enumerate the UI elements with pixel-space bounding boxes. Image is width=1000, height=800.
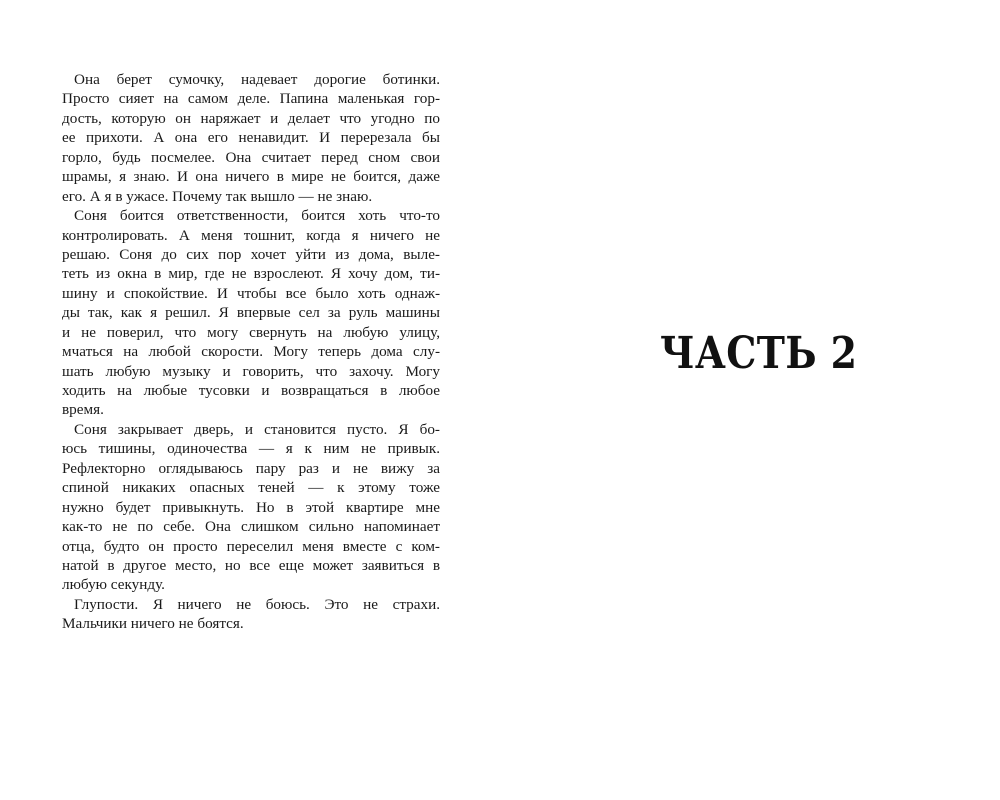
paragraph bbox=[62, 595, 440, 634]
text-line: решаю. Соня до сих пор хочет уйти из дома, выле- bbox=[62, 245, 440, 263]
text-line: Соня закрывает дверь, и становится пусто. Я бо- bbox=[74, 420, 440, 438]
text-line: нужно будет привыкнуть. Но в этой квартире мне bbox=[62, 498, 440, 516]
text-line: как-то не по себе. Она слишком сильно напоминает bbox=[62, 518, 440, 536]
text-line: ходить на любые тусовки и возвращаться в любое bbox=[62, 382, 440, 399]
text-line: Глупости. Я ничего не боюсь. Это не страхи. bbox=[74, 595, 440, 613]
text-line: натой в другое место, но все еще может заявиться в bbox=[62, 556, 440, 574]
text-line: Она берет сумочку, надевает дорогие ботинки. bbox=[74, 71, 440, 88]
text-line: любую секунду. bbox=[62, 576, 165, 594]
paragraph bbox=[62, 206, 440, 420]
text-line: время. bbox=[62, 401, 104, 419]
text-line: шрамы, я знаю. И она ничего в мире не боится, даже bbox=[62, 168, 440, 186]
text-line: шину и спокойствие. И чтобы все было хоть однаж- bbox=[62, 284, 440, 302]
text-line: горло, будь посмелее. Она считает перед сном свои bbox=[62, 148, 440, 166]
text-line: Мальчики ничего не боятся. bbox=[62, 615, 244, 633]
text-line: отца, будто он просто переселил меня вместе с ком- bbox=[62, 537, 440, 555]
text-line: ее прихоти. А она его ненавидит. И перерезала бы bbox=[62, 129, 440, 147]
text-line: мчаться на любой скорости. Могу теперь дома слу- bbox=[62, 343, 440, 361]
text-line: Рефлекторно оглядываюсь пару раз и не вижу за bbox=[62, 459, 440, 477]
right-page bbox=[500, 0, 1000, 800]
paragraph bbox=[62, 420, 440, 595]
text-line: дость, которую он наряжает и делает что угодно по bbox=[62, 109, 440, 127]
text-line: Просто сияет на самом деле. Папина маленькая гор- bbox=[62, 90, 440, 108]
text-line: и не поверил, что могу свернуть на любую улицу, bbox=[62, 323, 440, 341]
text-line: Соня боится ответственности, боится хоть что-то bbox=[74, 207, 440, 225]
text-line: его. А я в ужасе. Почему так вышло — не знаю. bbox=[62, 187, 373, 205]
text-line: теть из окна в мир, где не взрослеют. Я хочу дом, ти- bbox=[62, 265, 440, 283]
text-line: шать любую музыку и говорить, что захочу. Могу bbox=[62, 362, 440, 380]
part-title: ЧАСТЬ 2 bbox=[660, 328, 858, 379]
left-page-text bbox=[62, 70, 440, 634]
text-line: контролировать. А меня тошнит, когда я ничего не bbox=[62, 226, 440, 244]
text-line: ды так, как я решил. Я впервые сел за руль машины bbox=[62, 304, 440, 322]
text-line: юсь тишины, одиночества — я к ним не привык. bbox=[62, 440, 440, 458]
paragraph bbox=[62, 70, 440, 206]
text-line: спиной никаких опасных теней — к этому тоже bbox=[62, 479, 440, 497]
